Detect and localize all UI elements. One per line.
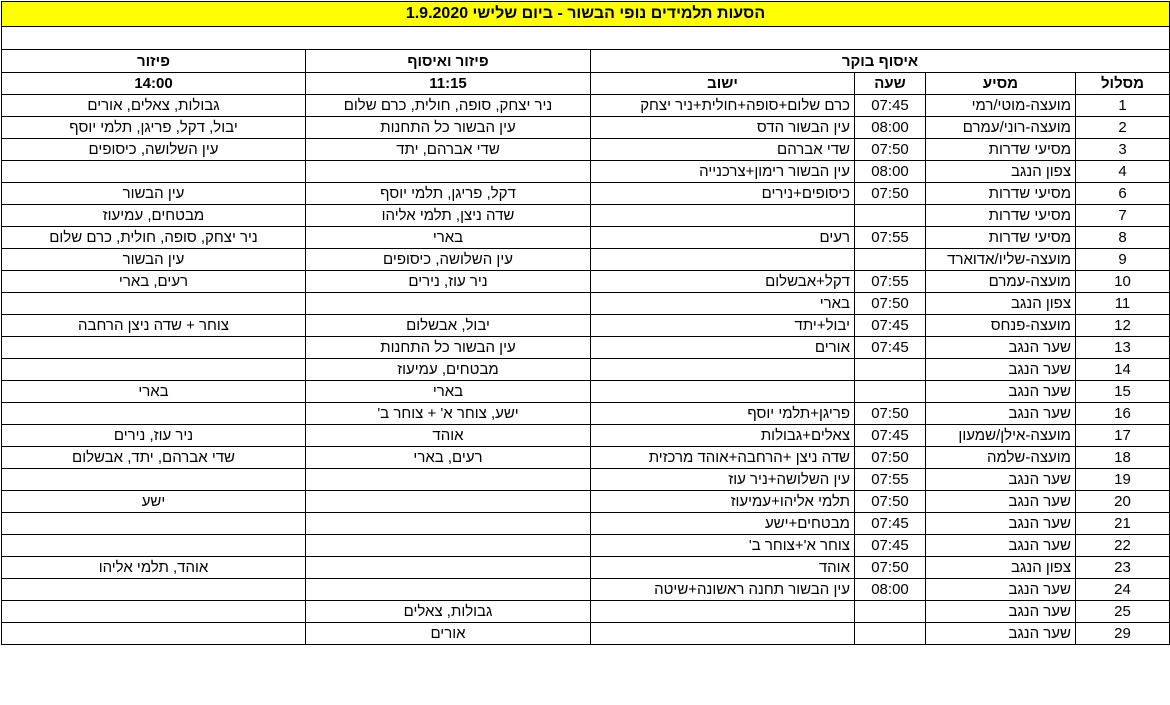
disperse-cell — [2, 601, 306, 623]
page-title: הסעות תלמידים נופי הבשור - ביום שלישי 1.9.2020 — [2, 2, 1170, 27]
table-row — [2, 183, 1170, 205]
hour-cell: 07:50 — [855, 447, 926, 469]
route-cell: 11 — [1076, 293, 1170, 315]
disperse-collect-cell: יבול, אבשלום — [306, 315, 591, 337]
hour-cell — [855, 381, 926, 403]
disperse-collect-cell: ניר יצחק, סופה, חולית, כרם שלום — [306, 95, 591, 117]
table-row — [2, 293, 1170, 315]
settlement-cell: עין הבשור תחנה ראשונה+שיטה — [591, 579, 855, 601]
disperse-cell: ישע — [2, 491, 306, 513]
disperse-cell — [2, 293, 306, 315]
settlement-cell: תלמי אליהו+עמיעוז — [591, 491, 855, 513]
route-cell: 15 — [1076, 381, 1170, 403]
settlement-cell — [591, 249, 855, 271]
disperse-cell: בארי — [2, 381, 306, 403]
settlement-cell: שדה ניצן +הרחבה+אוהד מרכזית — [591, 447, 855, 469]
disperse-cell — [2, 161, 306, 183]
blank-row — [2, 27, 1170, 50]
table-row — [2, 139, 1170, 161]
disperse-collect-cell: דקל, פריגן, תלמי יוסף — [306, 183, 591, 205]
header-morning-pickup: איסוף בוקר — [591, 50, 1170, 73]
driver-cell: מועצה-פנחס — [926, 315, 1076, 337]
disperse-cell: עין השלושה, כיסופים — [2, 139, 306, 161]
driver-cell: שער הנגב — [926, 403, 1076, 425]
route-cell: 29 — [1076, 623, 1170, 645]
table-row — [2, 161, 1170, 183]
route-cell: 12 — [1076, 315, 1170, 337]
route-cell: 25 — [1076, 601, 1170, 623]
blank-cell — [2, 27, 1170, 50]
route-cell: 13 — [1076, 337, 1170, 359]
header-driver: מסיע — [926, 73, 1076, 95]
table-row — [2, 117, 1170, 139]
settlement-cell: עין השלושה+ניר עוז — [591, 469, 855, 491]
hour-cell: 08:00 — [855, 161, 926, 183]
disperse-collect-cell: שדה ניצן, תלמי אליהו — [306, 205, 591, 227]
settlement-cell — [591, 205, 855, 227]
hour-cell: 07:50 — [855, 491, 926, 513]
table-row — [2, 425, 1170, 447]
disperse-cell: ניר יצחק, סופה, חולית, כרם שלום — [2, 227, 306, 249]
table-row — [2, 447, 1170, 469]
hour-cell: 07:45 — [855, 425, 926, 447]
settlement-cell: שדי אברהם — [591, 139, 855, 161]
route-cell: 22 — [1076, 535, 1170, 557]
table-row — [2, 623, 1170, 645]
disperse-collect-cell: אוהד — [306, 425, 591, 447]
route-cell: 1 — [1076, 95, 1170, 117]
disperse-collect-cell: בארי — [306, 381, 591, 403]
table-row — [2, 359, 1170, 381]
disperse-cell: גבולות, צאלים, אורים — [2, 95, 306, 117]
disperse-cell — [2, 337, 306, 359]
settlement-cell: צאלים+גבולות — [591, 425, 855, 447]
route-cell: 23 — [1076, 557, 1170, 579]
disperse-cell: צוחר + שדה ניצן הרחבה — [2, 315, 306, 337]
route-cell: 14 — [1076, 359, 1170, 381]
settlement-cell: רעים — [591, 227, 855, 249]
driver-cell: מועצה-רוני/עמרם — [926, 117, 1076, 139]
disperse-cell: יבול, דקל, פריגן, תלמי יוסף — [2, 117, 306, 139]
disperse-cell: עין הבשור — [2, 249, 306, 271]
disperse-cell — [2, 403, 306, 425]
route-cell: 24 — [1076, 579, 1170, 601]
settlement-cell: בארי — [591, 293, 855, 315]
settlement-cell: מבטחים+ישע — [591, 513, 855, 535]
disperse-collect-cell — [306, 293, 591, 315]
driver-cell: צפון הנגב — [926, 557, 1076, 579]
header-route: מסלול — [1076, 73, 1170, 95]
table-row — [2, 513, 1170, 535]
disperse-collect-cell — [306, 557, 591, 579]
table-row — [2, 557, 1170, 579]
disperse-cell — [2, 513, 306, 535]
table-row — [2, 535, 1170, 557]
disperse-collect-cell — [306, 491, 591, 513]
table-row — [2, 601, 1170, 623]
header-row — [2, 50, 1170, 73]
hour-cell: 07:45 — [855, 315, 926, 337]
settlement-cell: פריגן+תלמי יוסף — [591, 403, 855, 425]
title-row — [2, 2, 1170, 27]
table-row — [2, 315, 1170, 337]
driver-cell: מסיעי שדרות — [926, 139, 1076, 161]
hour-cell: 07:50 — [855, 557, 926, 579]
disperse-collect-cell: ניר עוז, נירים — [306, 271, 591, 293]
disperse-collect-cell — [306, 469, 591, 491]
driver-cell: שער הנגב — [926, 513, 1076, 535]
settlement-cell: צוחר א'+צוחר ב' — [591, 535, 855, 557]
disperse-collect-cell: רעים, בארי — [306, 447, 591, 469]
route-cell: 17 — [1076, 425, 1170, 447]
disperse-collect-cell: בארי — [306, 227, 591, 249]
driver-cell: שער הנגב — [926, 491, 1076, 513]
settlement-cell: עין הבשור רימון+צרכנייה — [591, 161, 855, 183]
hour-cell: 07:50 — [855, 293, 926, 315]
disperse-collect-cell — [306, 535, 591, 557]
settlement-cell — [591, 623, 855, 645]
hour-cell: 07:55 — [855, 271, 926, 293]
settlement-cell: עין הבשור הדס — [591, 117, 855, 139]
settlement-cell — [591, 381, 855, 403]
settlement-cell — [591, 359, 855, 381]
driver-cell: מסיעי שדרות — [926, 183, 1076, 205]
table-row — [2, 227, 1170, 249]
hour-cell: 07:50 — [855, 183, 926, 205]
route-cell: 21 — [1076, 513, 1170, 535]
driver-cell: מסיעי שדרות — [926, 205, 1076, 227]
settlement-cell: דקל+אבשלום — [591, 271, 855, 293]
table-row — [2, 271, 1170, 293]
disperse-cell: עין הבשור — [2, 183, 306, 205]
driver-cell: מועצה-שליו/אדוארד — [926, 249, 1076, 271]
settlement-cell: כרם שלום+סופה+חולית+ניר יצחק — [591, 95, 855, 117]
route-cell: 2 — [1076, 117, 1170, 139]
driver-cell: שער הנגב — [926, 623, 1076, 645]
route-cell: 9 — [1076, 249, 1170, 271]
route-cell: 3 — [1076, 139, 1170, 161]
hour-cell: 07:50 — [855, 139, 926, 161]
table-row — [2, 381, 1170, 403]
hour-cell — [855, 249, 926, 271]
route-cell: 8 — [1076, 227, 1170, 249]
settlement-cell: אורים — [591, 337, 855, 359]
header-time-1400: 14:00 — [2, 73, 306, 95]
header-time-1115: 11:15 — [306, 73, 591, 95]
disperse-cell — [2, 359, 306, 381]
driver-cell: שער הנגב — [926, 469, 1076, 491]
route-cell: 7 — [1076, 205, 1170, 227]
route-cell: 20 — [1076, 491, 1170, 513]
disperse-collect-cell — [306, 579, 591, 601]
hour-cell: 08:00 — [855, 579, 926, 601]
driver-cell: שער הנגב — [926, 535, 1076, 557]
disperse-collect-cell — [306, 161, 591, 183]
disperse-cell: אוהד, תלמי אליהו — [2, 557, 306, 579]
driver-cell: שער הנגב — [926, 579, 1076, 601]
table-row — [2, 205, 1170, 227]
header-disperse: פיזור — [2, 50, 306, 73]
route-cell: 18 — [1076, 447, 1170, 469]
driver-cell: מועצה-אילן/שמעון — [926, 425, 1076, 447]
hour-cell — [855, 359, 926, 381]
disperse-collect-cell: מבטחים, עמיעוז — [306, 359, 591, 381]
subheader-row — [2, 73, 1170, 95]
disperse-cell: מבטחים, עמיעוז — [2, 205, 306, 227]
hour-cell: 07:45 — [855, 95, 926, 117]
disperse-cell — [2, 579, 306, 601]
disperse-collect-cell: עין הבשור כל התחנות — [306, 117, 591, 139]
hour-cell: 08:00 — [855, 117, 926, 139]
table-row — [2, 403, 1170, 425]
driver-cell: שער הנגב — [926, 337, 1076, 359]
table-row — [2, 249, 1170, 271]
header-hour: שעה — [855, 73, 926, 95]
settlement-cell: אוהד — [591, 557, 855, 579]
hour-cell: 07:45 — [855, 337, 926, 359]
table-row — [2, 337, 1170, 359]
hour-cell: 07:55 — [855, 469, 926, 491]
disperse-cell: רעים, בארי — [2, 271, 306, 293]
settlement-cell — [591, 601, 855, 623]
header-settlement: ישוב — [591, 73, 855, 95]
disperse-cell: ניר עוז, נירים — [2, 425, 306, 447]
hour-cell — [855, 205, 926, 227]
driver-cell: שער הנגב — [926, 359, 1076, 381]
disperse-collect-cell: ישע, צוחר א' + צוחר ב' — [306, 403, 591, 425]
table-row — [2, 469, 1170, 491]
hour-cell: 07:55 — [855, 227, 926, 249]
route-cell: 6 — [1076, 183, 1170, 205]
schedule-table — [1, 1, 1170, 645]
driver-cell: מועצה-שלמה — [926, 447, 1076, 469]
driver-cell: צפון הנגב — [926, 161, 1076, 183]
disperse-collect-cell — [306, 513, 591, 535]
disperse-cell — [2, 469, 306, 491]
disperse-collect-cell: עין הבשור כל התחנות — [306, 337, 591, 359]
driver-cell: מסיעי שדרות — [926, 227, 1076, 249]
route-cell: 16 — [1076, 403, 1170, 425]
table-row — [2, 579, 1170, 601]
disperse-collect-cell: שדי אברהם, יתד — [306, 139, 591, 161]
hour-cell: 07:45 — [855, 513, 926, 535]
header-disperse-collect: פיזור ואיסוף — [306, 50, 591, 73]
hour-cell — [855, 623, 926, 645]
driver-cell: צפון הנגב — [926, 293, 1076, 315]
route-cell: 10 — [1076, 271, 1170, 293]
driver-cell: שער הנגב — [926, 601, 1076, 623]
driver-cell: מועצה-מוטי/רמי — [926, 95, 1076, 117]
hour-cell — [855, 601, 926, 623]
route-cell: 4 — [1076, 161, 1170, 183]
disperse-collect-cell: גבולות, צאלים — [306, 601, 591, 623]
hour-cell: 07:50 — [855, 403, 926, 425]
disperse-collect-cell: עין השלושה, כיסופים — [306, 249, 591, 271]
disperse-cell: שדי אברהם, יתד, אבשלום — [2, 447, 306, 469]
table-row — [2, 491, 1170, 513]
hour-cell: 07:45 — [855, 535, 926, 557]
disperse-cell — [2, 535, 306, 557]
route-cell: 19 — [1076, 469, 1170, 491]
disperse-collect-cell: אורים — [306, 623, 591, 645]
driver-cell: שער הנגב — [926, 381, 1076, 403]
disperse-cell — [2, 623, 306, 645]
driver-cell: מועצה-עמרם — [926, 271, 1076, 293]
settlement-cell: כיסופים+נירים — [591, 183, 855, 205]
table-row — [2, 95, 1170, 117]
settlement-cell: יבול+יתד — [591, 315, 855, 337]
